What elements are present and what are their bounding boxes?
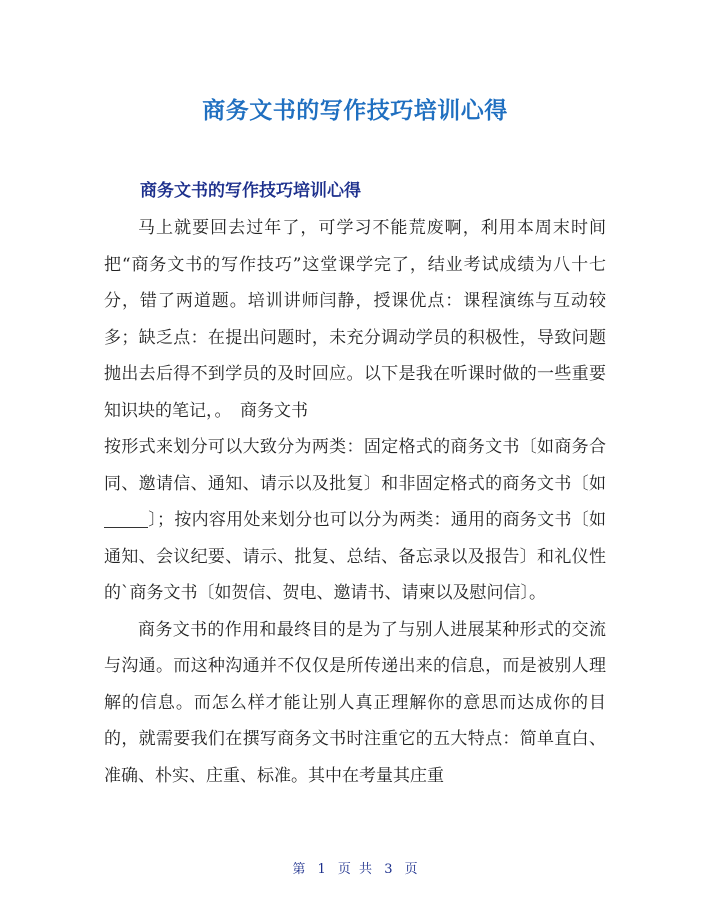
- paragraph-1: 马上就要回去过年了，可学习不能荒废啊，利用本周末时间把“商务文书的写作技巧”这堂课学完了，结业考试成绩为八十七分，错了两道题。培训讲师闫静，授课优点：课程演练与互动较多；缺乏点：在提出问题时，未充分调动学员的积极性，导致问题抛出去后得不到学员的及时回应。以下是我在听课时做的一些重要知识块的笔记，。 商务文书: [104, 218, 606, 421]
- footer-current-page: 1: [317, 862, 326, 877]
- document-title: 商务文书的写作技巧培训心得: [202, 98, 508, 124]
- fill-in-blank: [104, 509, 148, 528]
- document-subtitle: 商务文书的写作技巧培训心得: [140, 181, 361, 201]
- paragraph-2-part-2: 〕；按内容用处来划分也可以分为两类：通用的商务文书〔如通知、会议纪要、请示、批复、总结、备忘录以及报告〕和礼仪性的`商务文书〔如贺信、贺电、邀请书、请柬以及慰问信〕。: [104, 510, 606, 603]
- page-footer: [0, 858, 710, 877]
- footer-prefix: 第: [292, 862, 306, 877]
- paragraph-2: [104, 429, 606, 612]
- footer-suffix: 页: [404, 862, 418, 877]
- paragraph-3: 商务文书的作用和最终目的是为了与别人进展某种形式的交流与沟通。而这种沟通并不仅仅是所传递出来的信息，而是被别人理解的信息。而怎么样才能让别人真正理解你的意思而达成你的目的，就需要我们在撰写商务文书时注重它的五大特点：简单直白、准确、朴实、庄重、标准。其中在考量其庄重: [104, 619, 606, 786]
- document-body: [104, 210, 606, 794]
- paragraph-2-part-1: 按形式来划分可以大致分为两类：固定格式的商务文书〔如商务合同、邀请信、通知、请示以及批复〕和非固定格式的商务文书〔如: [104, 437, 606, 494]
- footer-mid: 页 共: [337, 862, 373, 877]
- footer-total-pages: 3: [384, 862, 393, 877]
